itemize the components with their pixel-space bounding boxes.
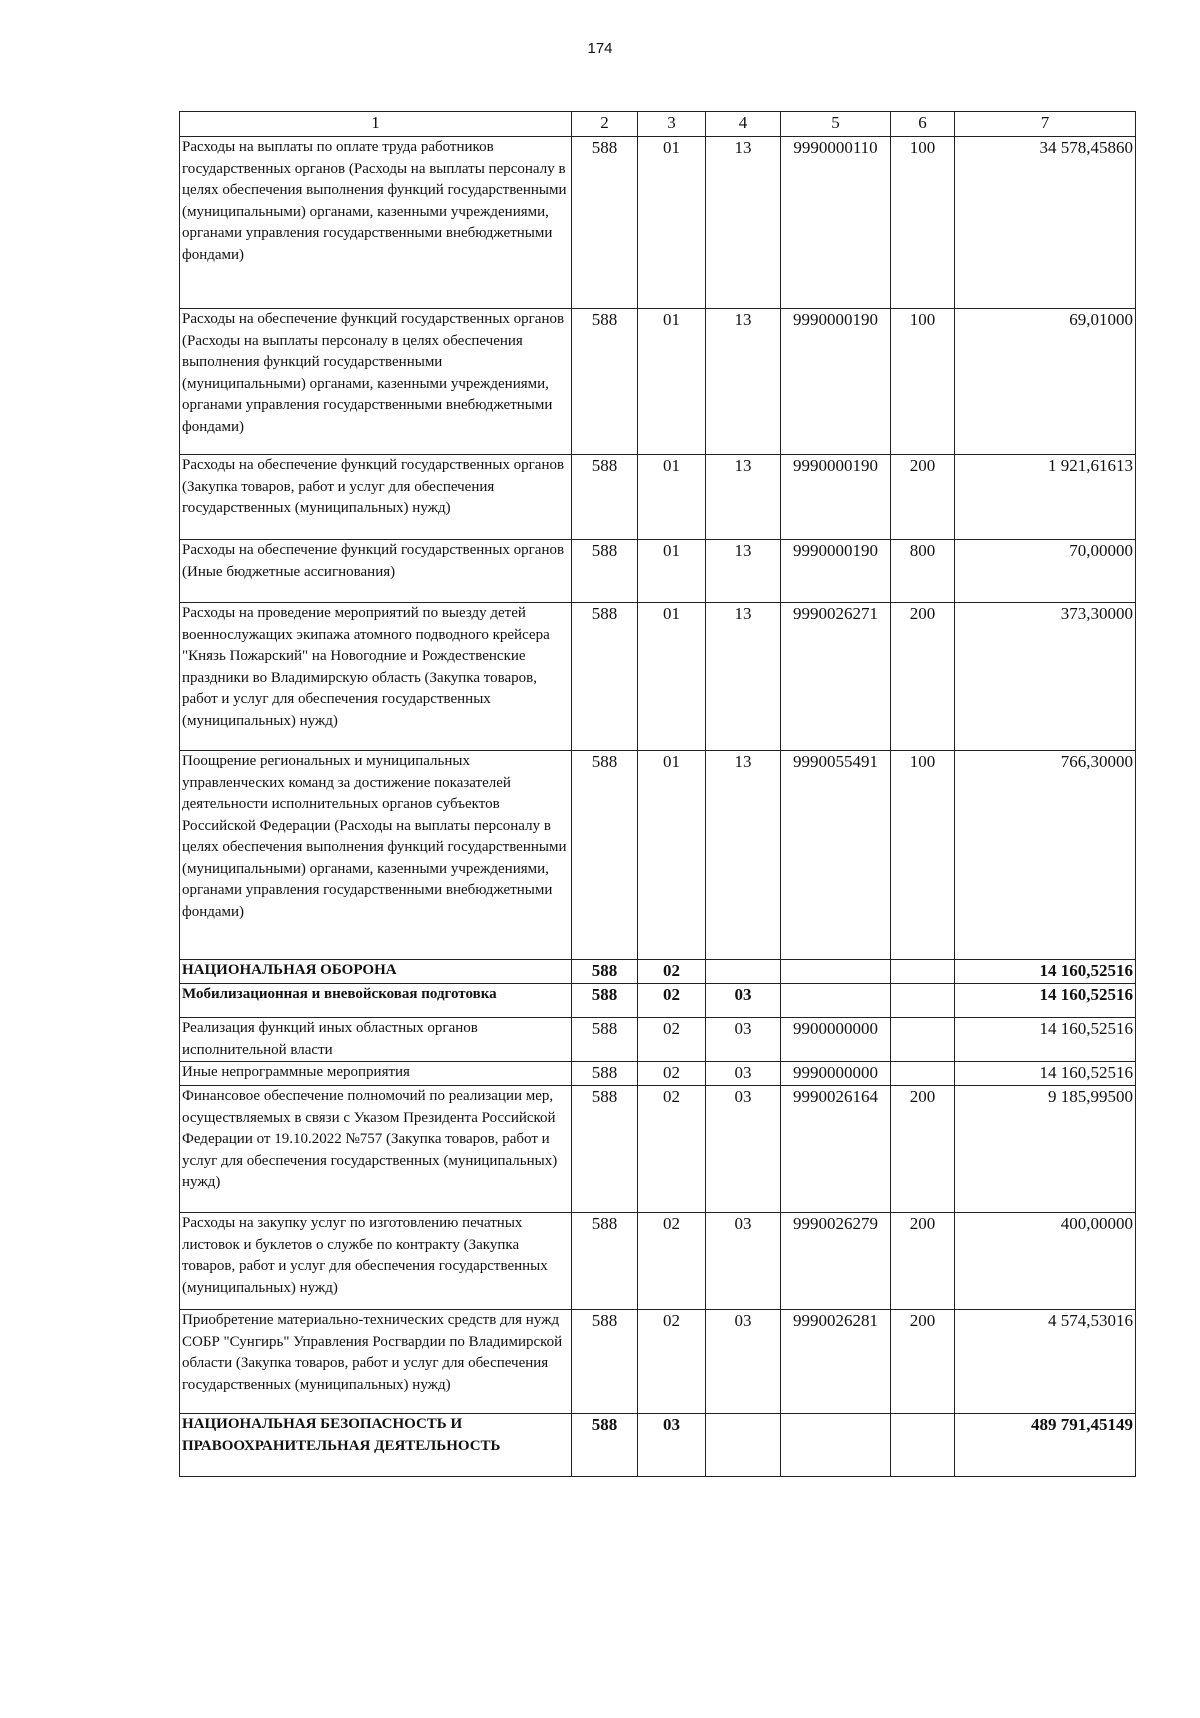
- column-header: 5: [781, 112, 891, 137]
- row-name: Расходы на обеспечение функций государственных органов (Закупка товаров, работ и услуг для обеспечения государственных (муниципальных) нужд): [180, 455, 572, 540]
- row-expense-type-code: [891, 960, 955, 984]
- row-section-code: 01: [638, 540, 706, 603]
- row-expense-type-code: [891, 1062, 955, 1086]
- row-target-article-code: 9990000190: [781, 309, 891, 455]
- row-subsection-code: [706, 1414, 781, 1477]
- table-row: [180, 1414, 1136, 1477]
- row-target-article-code: 9990055491: [781, 751, 891, 960]
- row-subsection-code: [706, 960, 781, 984]
- row-grbs-code: 588: [572, 540, 638, 603]
- table-row: [180, 540, 1136, 603]
- row-grbs-code: 588: [572, 960, 638, 984]
- row-name: Иные непрограммные мероприятия: [180, 1062, 572, 1086]
- row-target-article-code: [781, 1414, 891, 1477]
- row-name: Расходы на выплаты по оплате труда работников государственных органов (Расходы на выплаты персоналу в целях обеспечения выполнения функций государственными (муниципальными) органами, казенными учреждениями, органами управления государственными внебюджетными фондами): [180, 137, 572, 309]
- table-row: [180, 960, 1136, 984]
- row-section-code: 02: [638, 960, 706, 984]
- row-target-article-code: 9900000000: [781, 1018, 891, 1062]
- row-subsection-code: 03: [706, 984, 781, 1018]
- row-section-code: 02: [638, 1062, 706, 1086]
- row-amount: 1 921,61613: [955, 455, 1136, 540]
- row-target-article-code: 9990026164: [781, 1086, 891, 1213]
- row-expense-type-code: 200: [891, 1310, 955, 1414]
- table-header-row: [180, 112, 1136, 137]
- row-section-code: 02: [638, 1086, 706, 1213]
- row-target-article-code: 9990000000: [781, 1062, 891, 1086]
- row-name: НАЦИОНАЛЬНАЯ ОБОРОНА: [180, 960, 572, 984]
- row-amount: 766,30000: [955, 751, 1136, 960]
- table-row: [180, 137, 1136, 309]
- table-row: [180, 1310, 1136, 1414]
- row-name: Приобретение материально-технических средств для нужд СОБР "Сунгирь" Управления Росгвардии по Владимирской области (Закупка товаров, работ и услуг для обеспечения государственных (муниципальных) нужд): [180, 1310, 572, 1414]
- row-amount: 489 791,45149: [955, 1414, 1136, 1477]
- row-subsection-code: 13: [706, 540, 781, 603]
- row-target-article-code: 9990026271: [781, 603, 891, 751]
- row-target-article-code: 9990000110: [781, 137, 891, 309]
- row-subsection-code: 03: [706, 1213, 781, 1310]
- table-row: [180, 1086, 1136, 1213]
- row-name: Финансовое обеспечение полномочий по реализации мер, осуществляемых в связи с Указом Президента Российской Федерации от 19.10.2022 №757 (Закупка товаров, работ и услуг для обеспечения государственных (муниципальных) нужд): [180, 1086, 572, 1213]
- row-grbs-code: 588: [572, 1086, 638, 1213]
- row-grbs-code: 588: [572, 137, 638, 309]
- row-name: Мобилизационная и вневойсковая подготовка: [180, 984, 572, 1018]
- column-header: 2: [572, 112, 638, 137]
- row-grbs-code: 588: [572, 1018, 638, 1062]
- row-target-article-code: [781, 960, 891, 984]
- row-section-code: 01: [638, 309, 706, 455]
- row-expense-type-code: 200: [891, 455, 955, 540]
- row-grbs-code: 588: [572, 984, 638, 1018]
- row-expense-type-code: 200: [891, 1213, 955, 1310]
- row-section-code: 02: [638, 1213, 706, 1310]
- row-target-article-code: [781, 984, 891, 1018]
- row-subsection-code: 13: [706, 455, 781, 540]
- row-name: Расходы на обеспечение функций государственных органов (Расходы на выплаты персоналу в целях обеспечения выполнения функций государственными (муниципальными) органами, казенными учреждениями, органами управления государственными внебюджетными фондами): [180, 309, 572, 455]
- row-section-code: 01: [638, 137, 706, 309]
- row-name: НАЦИОНАЛЬНАЯ БЕЗОПАСНОСТЬ И ПРАВООХРАНИТЕЛЬНАЯ ДЕЯТЕЛЬНОСТЬ: [180, 1414, 572, 1477]
- row-section-code: 02: [638, 1310, 706, 1414]
- row-grbs-code: 588: [572, 1062, 638, 1086]
- row-expense-type-code: 200: [891, 1086, 955, 1213]
- row-expense-type-code: 100: [891, 137, 955, 309]
- row-subsection-code: 13: [706, 309, 781, 455]
- row-subsection-code: 13: [706, 603, 781, 751]
- row-amount: 400,00000: [955, 1213, 1136, 1310]
- row-amount: 14 160,52516: [955, 1062, 1136, 1086]
- row-amount: 34 578,45860: [955, 137, 1136, 309]
- row-section-code: 02: [638, 1018, 706, 1062]
- row-expense-type-code: 100: [891, 751, 955, 960]
- table-row: [180, 603, 1136, 751]
- row-target-article-code: 9990026279: [781, 1213, 891, 1310]
- row-target-article-code: 9990000190: [781, 455, 891, 540]
- column-header: 1: [180, 112, 572, 137]
- row-grbs-code: 588: [572, 751, 638, 960]
- row-expense-type-code: [891, 1414, 955, 1477]
- row-section-code: 01: [638, 751, 706, 960]
- row-expense-type-code: 100: [891, 309, 955, 455]
- row-subsection-code: 03: [706, 1062, 781, 1086]
- row-expense-type-code: 200: [891, 603, 955, 751]
- row-target-article-code: 9990026281: [781, 1310, 891, 1414]
- row-name: Поощрение региональных и муниципальных управленческих команд за достижение показателей деятельности исполнительных органов субъектов Российской Федерации (Расходы на выплаты персоналу в целях обеспечения выполнения функций государственными (муниципальными) органами, казенными учреждениями, органами управления государственными внебюджетными фондами): [180, 751, 572, 960]
- column-header: 4: [706, 112, 781, 137]
- table-row: [180, 309, 1136, 455]
- row-section-code: 01: [638, 455, 706, 540]
- row-grbs-code: 588: [572, 309, 638, 455]
- table-row: [180, 984, 1136, 1018]
- row-name: Реализация функций иных областных органов исполнительной власти: [180, 1018, 572, 1062]
- row-grbs-code: 588: [572, 603, 638, 751]
- budget-table: [179, 111, 1136, 1477]
- column-header: 3: [638, 112, 706, 137]
- row-target-article-code: 9990000190: [781, 540, 891, 603]
- row-subsection-code: 03: [706, 1086, 781, 1213]
- row-grbs-code: 588: [572, 1213, 638, 1310]
- row-expense-type-code: 800: [891, 540, 955, 603]
- row-grbs-code: 588: [572, 1414, 638, 1477]
- row-section-code: 02: [638, 984, 706, 1018]
- row-section-code: 01: [638, 603, 706, 751]
- page-number: 174: [587, 40, 613, 57]
- row-amount: 9 185,99500: [955, 1086, 1136, 1213]
- row-amount: 14 160,52516: [955, 960, 1136, 984]
- row-amount: 70,00000: [955, 540, 1136, 603]
- row-amount: 373,30000: [955, 603, 1136, 751]
- row-amount: 14 160,52516: [955, 1018, 1136, 1062]
- column-header: 6: [891, 112, 955, 137]
- row-expense-type-code: [891, 984, 955, 1018]
- table-row: [180, 751, 1136, 960]
- row-name: Расходы на закупку услуг по изготовлению печатных листовок и буклетов о службе по контракту (Закупка товаров, работ и услуг для обеспечения государственных (муниципальных) нужд): [180, 1213, 572, 1310]
- row-grbs-code: 588: [572, 1310, 638, 1414]
- table-row: [180, 455, 1136, 540]
- row-section-code: 03: [638, 1414, 706, 1477]
- row-name: Расходы на проведение мероприятий по выезду детей военнослужащих экипажа атомного подводного крейсера "Князь Пожарский" на Новогодние и Рождественские праздники во Владимирскую область (Закупка товаров, работ и услуг для обеспечения государственных (муниципальных) нужд): [180, 603, 572, 751]
- row-amount: 4 574,53016: [955, 1310, 1136, 1414]
- row-grbs-code: 588: [572, 455, 638, 540]
- table-row: [180, 1018, 1136, 1062]
- row-amount: 14 160,52516: [955, 984, 1136, 1018]
- table-row: [180, 1062, 1136, 1086]
- column-header: 7: [955, 112, 1136, 137]
- row-subsection-code: 13: [706, 751, 781, 960]
- table-row: [180, 1213, 1136, 1310]
- row-subsection-code: 03: [706, 1310, 781, 1414]
- row-amount: 69,01000: [955, 309, 1136, 455]
- row-name: Расходы на обеспечение функций государственных органов (Иные бюджетные ассигнования): [180, 540, 572, 603]
- row-subsection-code: 13: [706, 137, 781, 309]
- row-expense-type-code: [891, 1018, 955, 1062]
- row-subsection-code: 03: [706, 1018, 781, 1062]
